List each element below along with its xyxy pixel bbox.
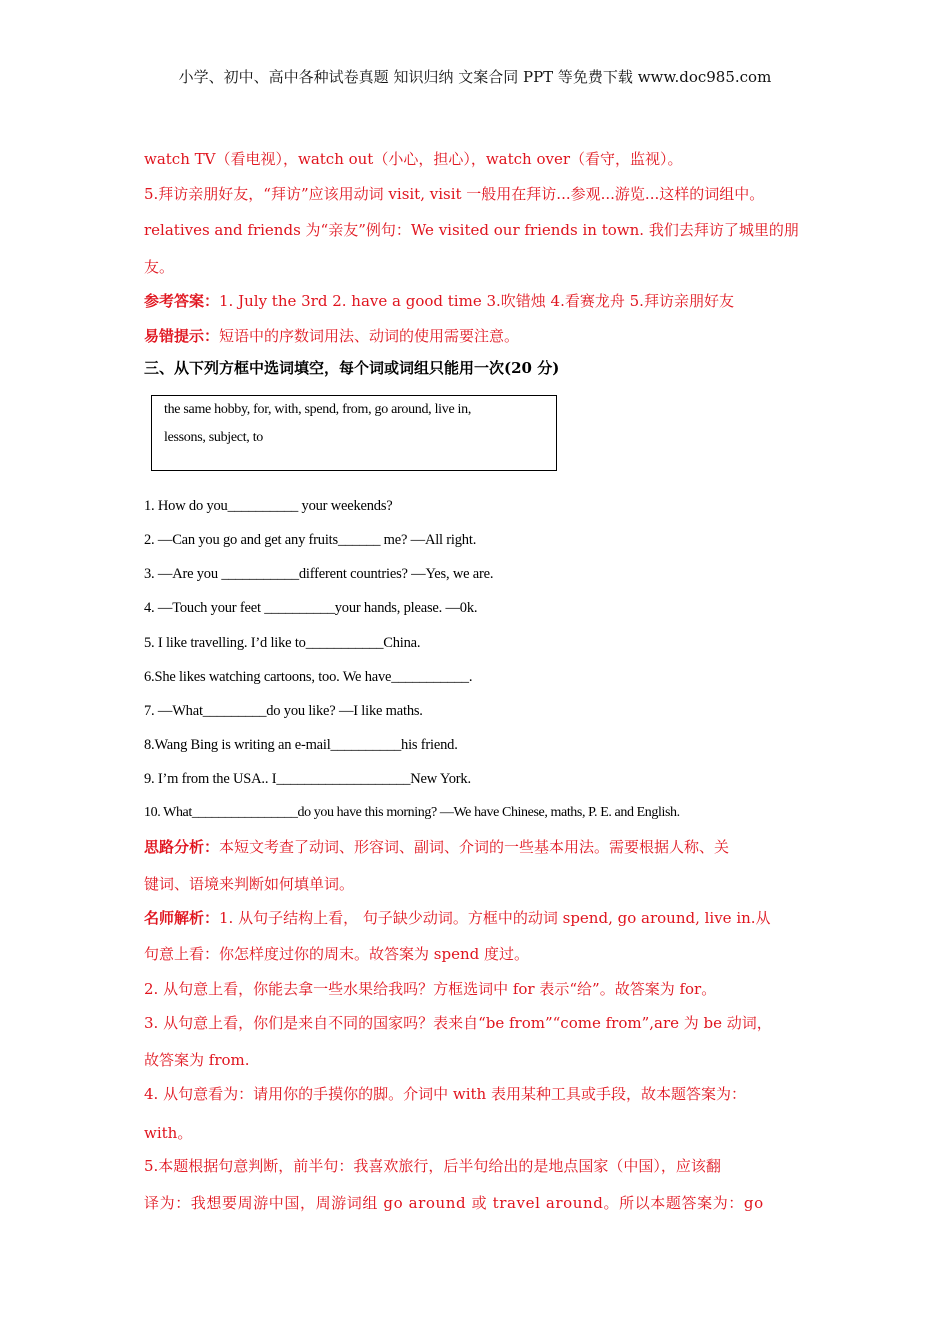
teacher-line-7: with。 (144, 1124, 193, 1142)
tip-line (144, 326, 519, 346)
teacher-label: 名师解析： (144, 909, 220, 927)
teacher-line-2: 句意上看：你怎样度过你的周末。故答案为 spend 度过。 (144, 945, 529, 963)
question-5: 5. I like travelling. I’d like to___________China. (144, 635, 421, 651)
question-4: 4. —Touch your feet __________your hands, please. —0k. (144, 600, 478, 616)
analysis-line-1 (144, 837, 729, 857)
teacher-line-3: 2. 从句意上看，你能去拿一些水果给我吗？方框选词中 for 表示“给”。故答案为 for。 (144, 980, 717, 998)
intro-line-3: relatives and friends 为“亲友”例句：We visited our friends in town. 我们去拜访了城里的朋 (144, 221, 799, 239)
tip-text: 短语中的序数词用法、动词的使用需要注意。 (219, 327, 520, 345)
teacher-line-1 (144, 908, 771, 928)
word-box-line-2: lessons, subject, to (164, 430, 263, 445)
question-1: 1. How do you__________ your weekends? (144, 498, 393, 514)
teacher-line-4: 3. 从句意上看，你们是来自不同的国家吗？表来自“be from”“come from”,are 为 be 动词， (144, 1014, 772, 1032)
answer-label: 参考答案： (144, 292, 220, 310)
question-10: 10. What________________do you have this morning? —We have Chinese, maths, P. E. and English. (144, 805, 680, 820)
analysis-label: 思路分析： (144, 838, 220, 856)
question-2: 2. —Can you go and get any fruits______ me? —All right. (144, 532, 477, 548)
teacher-line-8: 5.本题根据句意判断，前半句：我喜欢旅行，后半句给出的是地点国家（中国），应该翻 (144, 1157, 721, 1175)
question-3: 3. —Are you ___________different countries? —Yes, we are. (144, 566, 494, 582)
teacher-line-5: 故答案为 from. (144, 1051, 250, 1069)
question-7: 7. —What_________do you like? —I like maths. (144, 703, 423, 719)
teacher-line-6: 4. 从句意看为：请用你的手摸你的脚。介词中 with 表用某种工具或手段，故本题答案为： (144, 1085, 746, 1103)
answer-text: 1. July the 3rd 2. have a good time 3.吹错烛 4.看赛龙舟 5.拜访亲朋好友 (219, 292, 734, 310)
tip-label: 易错提示： (144, 327, 220, 345)
question-6: 6.She likes watching cartoons, too. We have___________. (144, 669, 473, 685)
intro-line-4: 友。 (144, 258, 175, 276)
answer-line (144, 291, 734, 311)
analysis-text-1: 本短文考查了动词、形容词、副词、介词的一些基本用法。需要根据人称、关 (219, 838, 730, 856)
question-8: 8.Wang Bing is writing an e-mail__________his friend. (144, 737, 458, 753)
teacher-text-1: 1. 从句子结构上看， 句子缺少动词。方框中的动词 spend, go around, live in.从 (219, 909, 771, 927)
word-box-line-1: the same hobby, for, with, spend, from, go around, live in, (164, 402, 472, 417)
intro-line-1: watch TV（看电视），watch out（小心，担心），watch over（看守，监视）。 (144, 150, 683, 168)
question-9: 9. I’m from the USA.. I___________________New York. (144, 771, 471, 787)
intro-line-2: 5.拜访亲朋好友，“拜访”应该用动词 visit, visit 一般用在拜访...参观...游览...这样的词组中。 (144, 185, 765, 203)
page-header: 小学、初中、高中各种试卷真题 知识归纳 文案合同 PPT 等免费下载 www.doc985.com (178, 68, 772, 86)
section-title: 三、从下列方框中选词填空，每个词或词组只能用一次(20 分) (144, 359, 560, 377)
analysis-line-2: 键词、语境来判断如何填单词。 (144, 875, 355, 893)
teacher-line-9: 译为：我想要周游中国，周游词组 go around 或 travel around。所以本题答案为：go (144, 1194, 764, 1212)
